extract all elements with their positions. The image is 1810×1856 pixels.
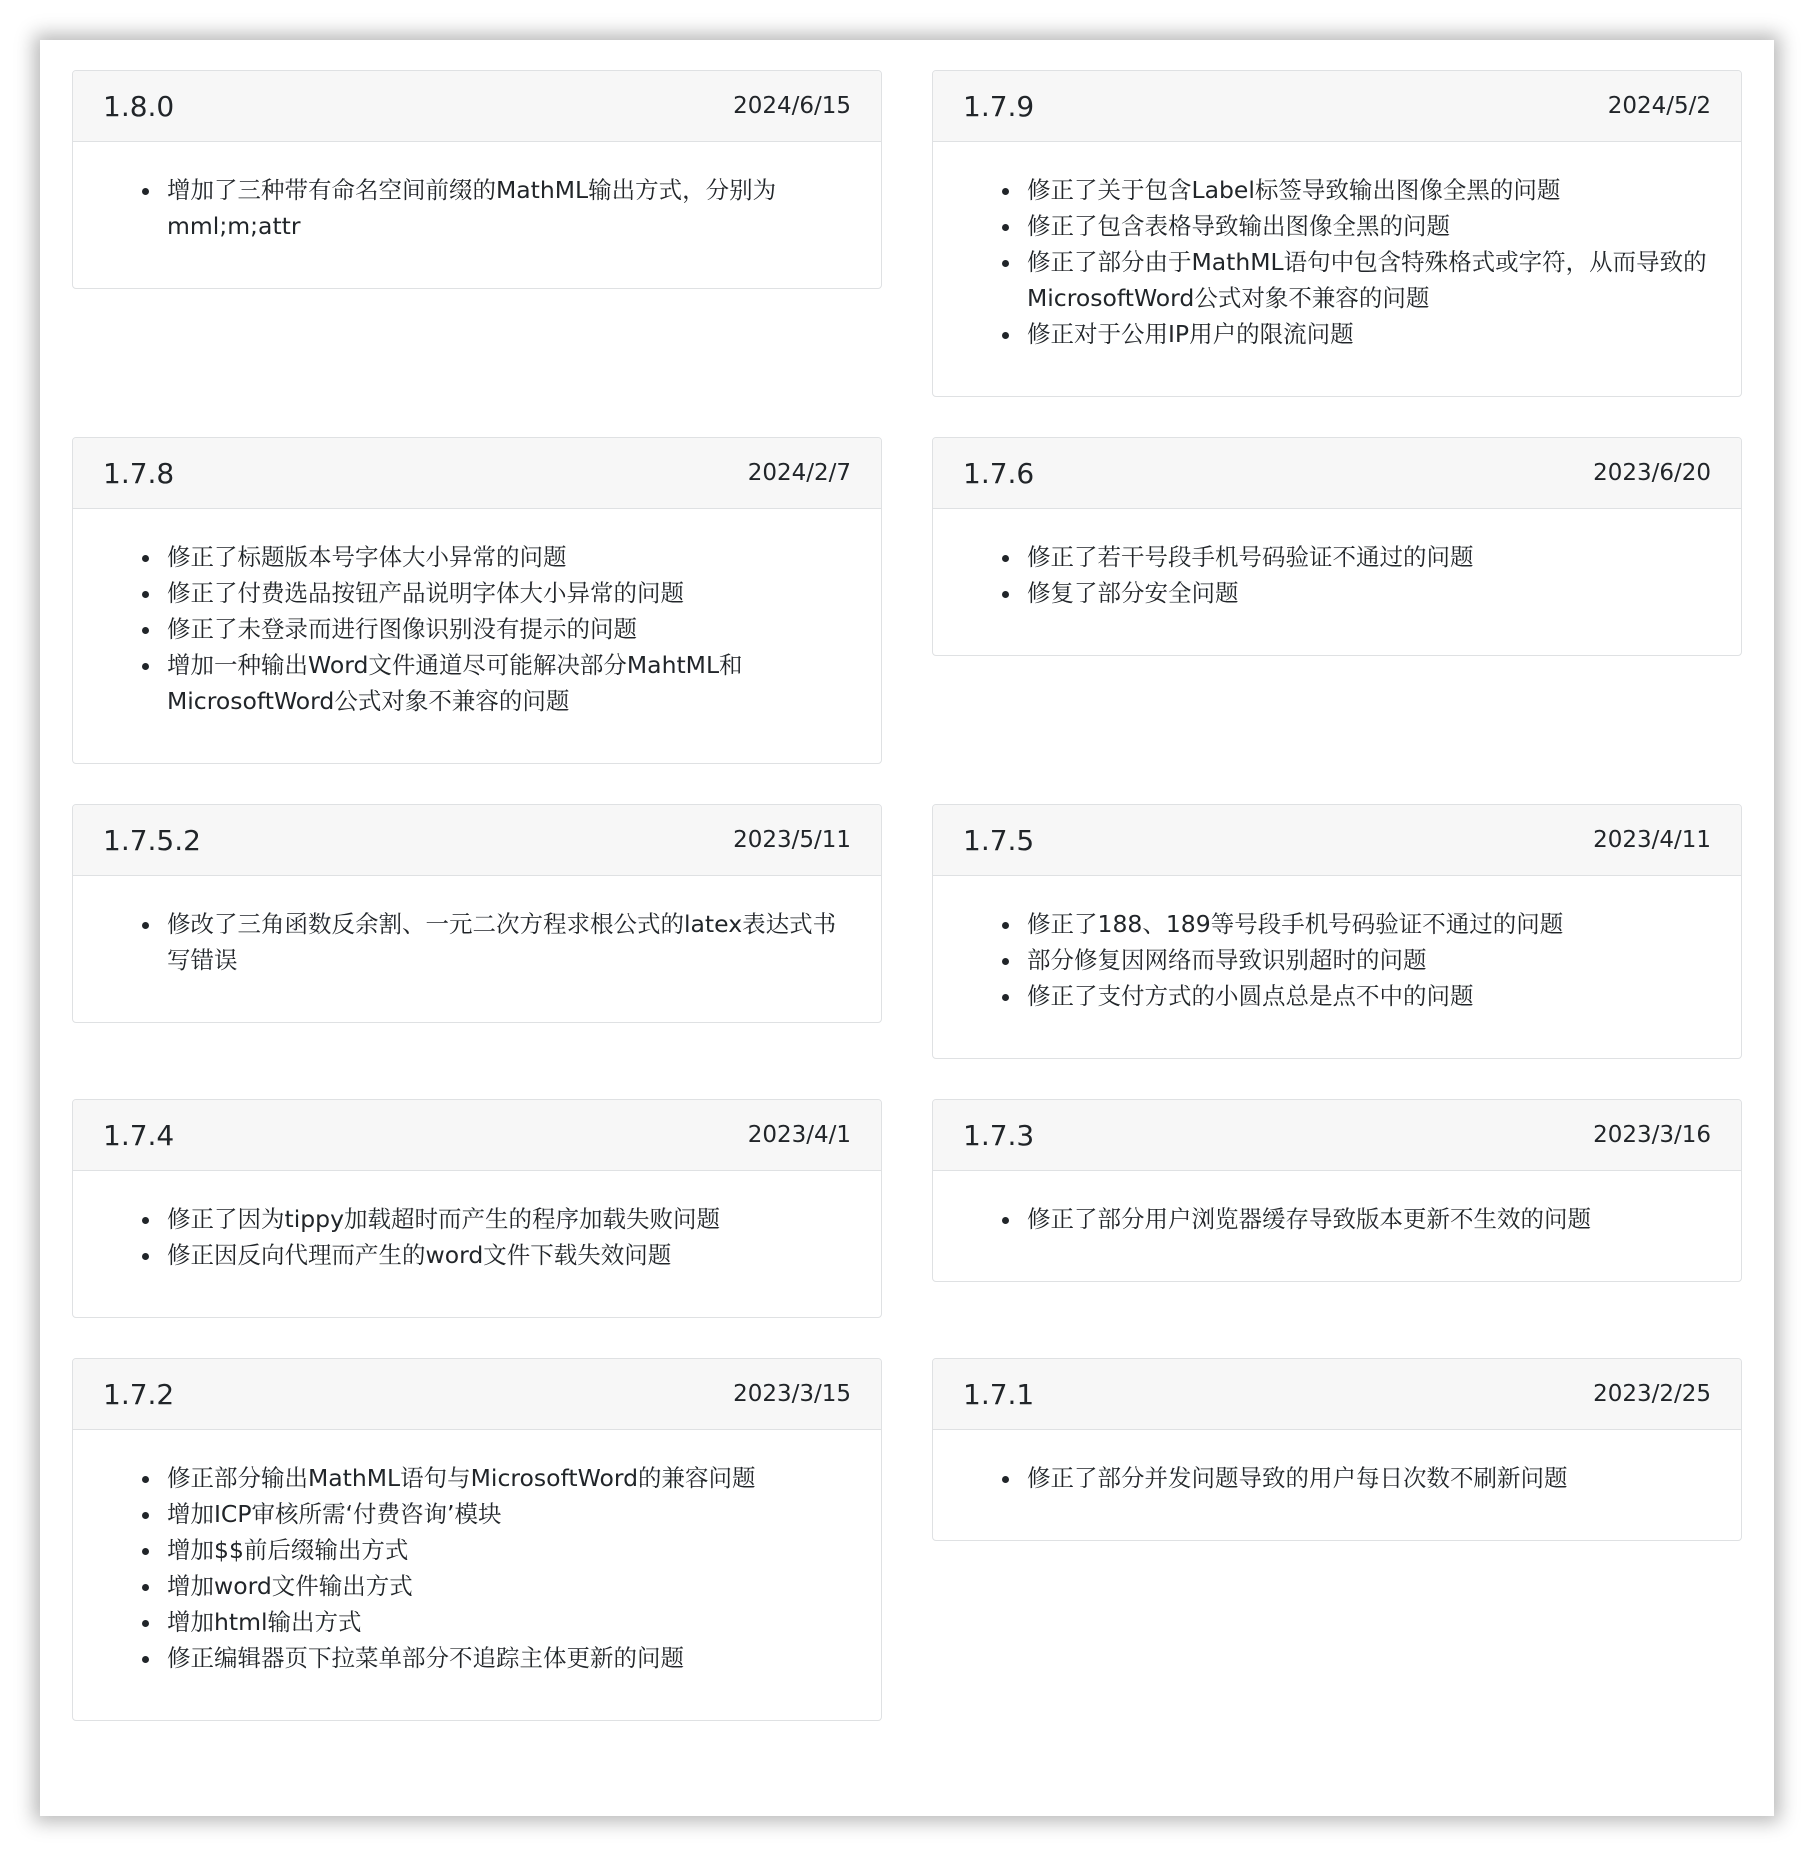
version-number: 1.7.8 xyxy=(103,456,175,490)
card-header xyxy=(933,1100,1741,1171)
release-card xyxy=(72,1099,882,1318)
release-card xyxy=(932,804,1742,1059)
release-card xyxy=(932,1099,1742,1282)
release-date: 2024/5/2 xyxy=(1607,93,1711,119)
version-number: 1.7.2 xyxy=(103,1377,175,1411)
changelog-row xyxy=(72,804,1742,1059)
card-body xyxy=(933,1430,1741,1540)
card-header xyxy=(933,438,1741,509)
card-body xyxy=(73,1171,881,1317)
card-header xyxy=(933,71,1741,142)
change-item: • 修复了部分安全问题 xyxy=(1023,575,1711,611)
change-item: • 修正了关于包含Label标签导致输出图像全黑的问题 xyxy=(1023,172,1711,208)
card-body xyxy=(73,142,881,288)
release-date: 2023/5/11 xyxy=(733,827,851,853)
change-item: • 修正了若干号段手机号码验证不通过的问题 xyxy=(1023,539,1711,575)
card-body xyxy=(73,876,881,1022)
release-card xyxy=(72,1358,882,1721)
change-item: • 部分修复因网络而导致识别超时的问题 xyxy=(1023,942,1711,978)
change-list xyxy=(103,172,851,244)
change-item: • 修正了部分用户浏览器缓存导致版本更新不生效的问题 xyxy=(1023,1201,1711,1237)
change-list xyxy=(103,1460,851,1676)
version-number: 1.8.0 xyxy=(103,89,175,123)
release-date: 2024/2/7 xyxy=(747,460,851,486)
release-date: 2024/6/15 xyxy=(733,93,851,119)
version-number: 1.7.4 xyxy=(103,1118,175,1152)
release-date: 2023/4/11 xyxy=(1593,827,1711,853)
release-date: 2023/3/15 xyxy=(733,1381,851,1407)
change-list xyxy=(963,1460,1711,1496)
change-list xyxy=(103,906,851,978)
card-body xyxy=(73,1430,881,1720)
change-item: • 修改了三角函数反余割、一元二次方程求根公式的latex表达式书写错误 xyxy=(163,906,851,978)
change-item: • 修正了未登录而进行图像识别没有提示的问题 xyxy=(163,611,851,647)
release-card xyxy=(72,70,882,289)
change-item: • 修正了188、189等号段手机号码验证不通过的问题 xyxy=(1023,906,1711,942)
change-item: • 增加一种输出Word文件通道尽可能解决部分MahtML和MicrosoftWord公式对象不兼容的问题 xyxy=(163,647,851,719)
change-item: • 修正了因为tippy加载超时而产生的程序加载失败问题 xyxy=(163,1201,851,1237)
release-date: 2023/4/1 xyxy=(747,1122,851,1148)
release-date: 2023/2/25 xyxy=(1593,1381,1711,1407)
release-card xyxy=(932,1358,1742,1541)
changelog-row xyxy=(72,1099,1742,1318)
change-list xyxy=(963,539,1711,611)
release-date: 2023/6/20 xyxy=(1593,460,1711,486)
card-header xyxy=(73,805,881,876)
changelog-window xyxy=(40,40,1774,1816)
changelog-row xyxy=(72,437,1742,764)
changelog-row xyxy=(72,1358,1742,1721)
change-item: • 修正编辑器页下拉菜单部分不追踪主体更新的问题 xyxy=(163,1640,851,1676)
change-item: • 增加word文件输出方式 xyxy=(163,1568,851,1604)
change-item: • 修正了支付方式的小圆点总是点不中的问题 xyxy=(1023,978,1711,1014)
card-header xyxy=(73,71,881,142)
release-card xyxy=(72,437,882,764)
change-list xyxy=(963,1201,1711,1237)
change-item: • 修正了包含表格导致输出图像全黑的问题 xyxy=(1023,208,1711,244)
version-number: 1.7.1 xyxy=(963,1377,1035,1411)
change-item: • 增加了三种带有命名空间前缀的MathML输出方式，分别为mml;m;attr xyxy=(163,172,851,244)
card-body xyxy=(933,142,1741,396)
change-item: • 修正对于公用IP用户的限流问题 xyxy=(1023,316,1711,352)
card-body xyxy=(933,1171,1741,1281)
card-body xyxy=(73,509,881,763)
change-item: • 修正了部分由于MathML语句中包含特殊格式或字符，从而导致的MicrosoftWord公式对象不兼容的问题 xyxy=(1023,244,1711,316)
card-header xyxy=(73,438,881,509)
card-header xyxy=(73,1359,881,1430)
change-item: • 修正因反向代理而产生的word文件下载失效问题 xyxy=(163,1237,851,1273)
release-card xyxy=(72,804,882,1023)
change-list xyxy=(963,906,1711,1014)
change-item: • 修正了付费选品按钮产品说明字体大小异常的问题 xyxy=(163,575,851,611)
version-number: 1.7.6 xyxy=(963,456,1035,490)
change-item: • 修正了标题版本号字体大小异常的问题 xyxy=(163,539,851,575)
card-header xyxy=(73,1100,881,1171)
version-number: 1.7.3 xyxy=(963,1118,1035,1152)
change-item: • 增加html输出方式 xyxy=(163,1604,851,1640)
card-header xyxy=(933,1359,1741,1430)
card-body xyxy=(933,509,1741,655)
change-item: • 修正部分输出MathML语句与MicrosoftWord的兼容问题 xyxy=(163,1460,851,1496)
changelog-row xyxy=(72,70,1742,397)
change-list xyxy=(963,172,1711,352)
change-item: • 增加$$前后缀输出方式 xyxy=(163,1532,851,1568)
changelog-grid xyxy=(72,70,1742,1721)
change-list xyxy=(103,1201,851,1273)
change-list xyxy=(103,539,851,719)
release-card xyxy=(932,70,1742,397)
version-number: 1.7.5.2 xyxy=(103,823,201,857)
change-item: • 增加ICP审核所需‘付费咨询’模块 xyxy=(163,1496,851,1532)
card-header xyxy=(933,805,1741,876)
release-card xyxy=(932,437,1742,656)
change-item: • 修正了部分并发问题导致的用户每日次数不刷新问题 xyxy=(1023,1460,1711,1496)
card-body xyxy=(933,876,1741,1058)
version-number: 1.7.5 xyxy=(963,823,1035,857)
release-date: 2023/3/16 xyxy=(1593,1122,1711,1148)
version-number: 1.7.9 xyxy=(963,89,1035,123)
